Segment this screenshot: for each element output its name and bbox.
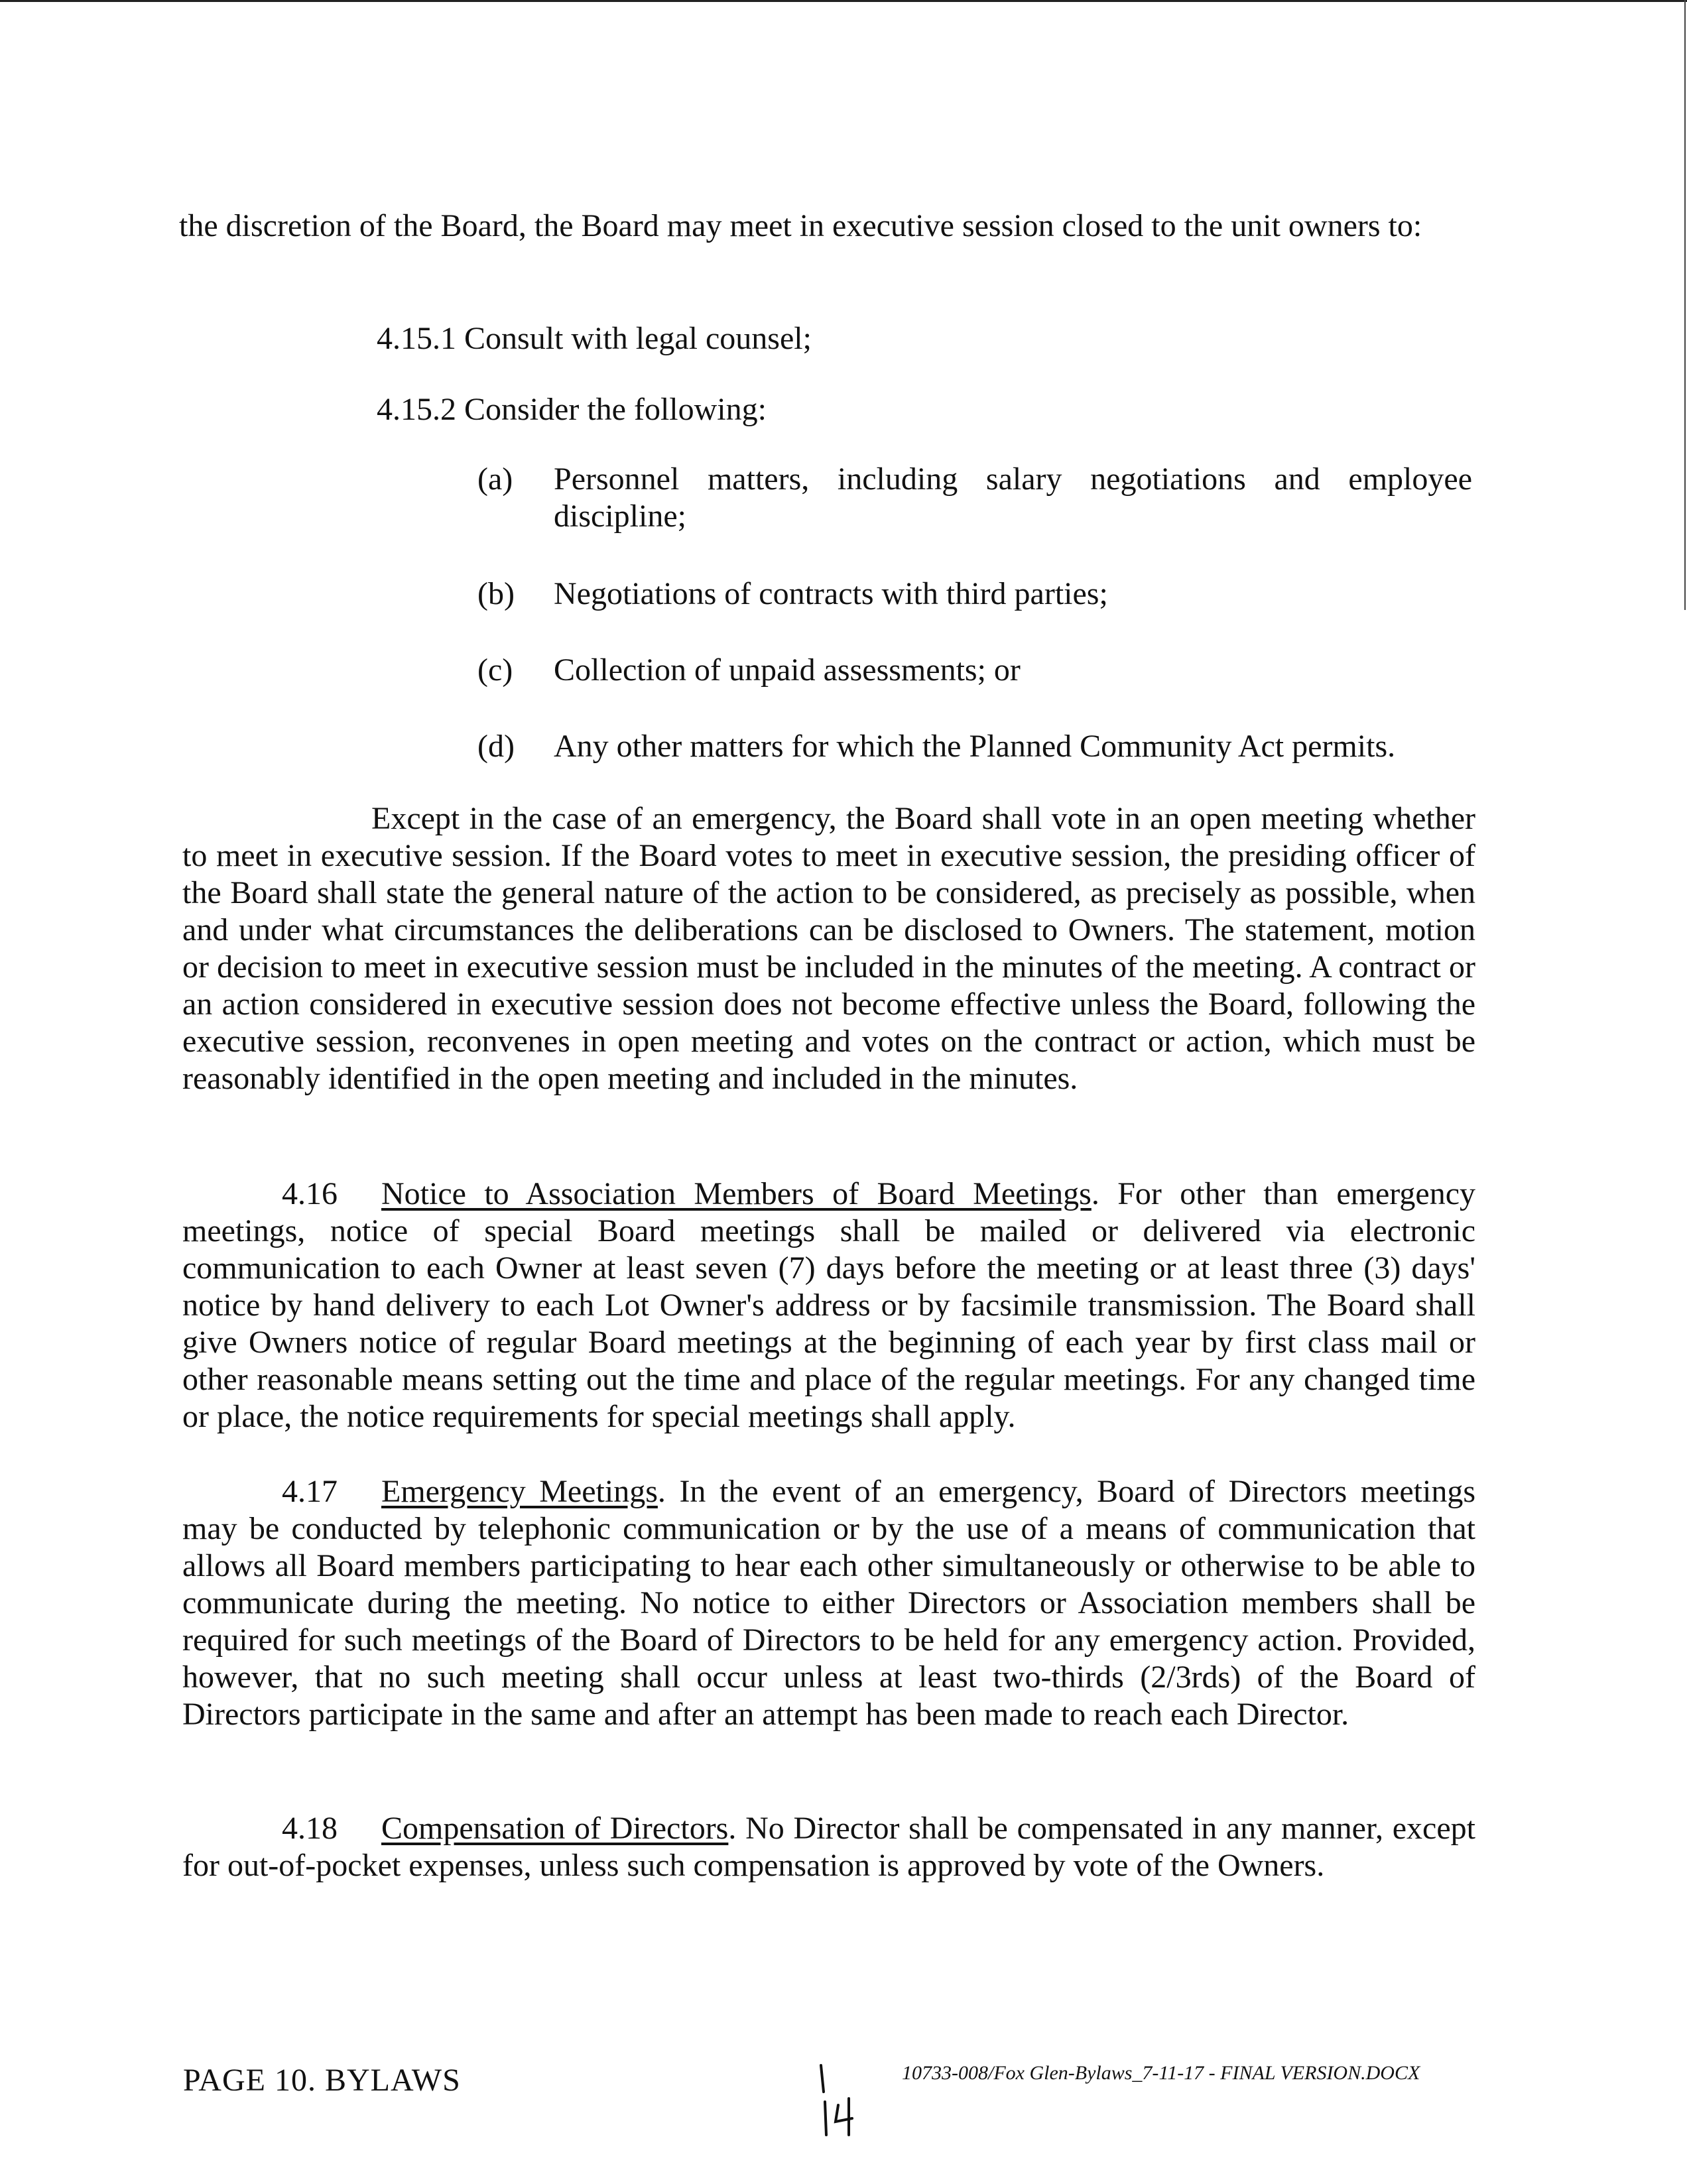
section-4-16 (182, 1176, 1475, 1435)
executive-session-paragraph: Except in the case of an emergency, the Board shall vote in an open meeting whether to meet in executive session. If the Board votes to meet in executive session, the presiding officer of the Board shall state the general nature of the action to be considered, as precisely as possible, when and under what circumstances the deliberations can be disclosed to Owners. The statement, motion or decision to meet in executive session must be included in the minutes of the meeting. A contract or an action considered in executive session does not become effective unless the Board, following the executive session, reconvenes in open meeting and votes on the contract or action, which must be reasonably identified in the open meeting and included in the minutes. (182, 801, 1475, 1096)
footer-page-label: PAGE 10. BYLAWS (183, 2063, 461, 2098)
list-item-a (477, 461, 1472, 540)
list-item-label: (c) (477, 652, 513, 688)
list-item-label: (d) (477, 729, 515, 764)
section-text: Consider the following: (464, 392, 767, 427)
section-number: 4.18 (282, 1811, 338, 1846)
section-4-18 (182, 1810, 1475, 1884)
section-text: . For other than emergency meetings, notice of special Board meetings shall be mailed or delivered via electronic communication to each Owner at least seven (7) days before the meeting or at least three (3) days' notice by hand delivery to each Lot Owner's address or by facsimile transmission. The Board shall give Owners notice of regular Board meetings at the beginning of each year by first class mail or other reasonable means setting out the time and place of the regular meetings. For any changed time or place, the notice requirements for special meetings shall apply. (182, 1176, 1475, 1434)
list-item-text: Collection of unpaid assessments; or (554, 652, 1021, 688)
handwritten-page-number-mark (816, 2052, 862, 2138)
section-title: Notice to Association Members of Board Meetings (381, 1176, 1092, 1211)
section-title: Compensation of Directors (381, 1811, 729, 1846)
section-text: . In the event of an emergency, Board of Directors meetings may be conducted by telephonic communication or by the use of a means of communication that allows all Board members participating to hear each other simultaneously or otherwise to be able to communicate during the meeting. No notice to either Directors or Association members shall be required for such meetings of the Board of Directors to be held for any emergency action. Provided, however, that no such meeting shall occur unless at least two-thirds (2/3rds) of the Board of Directors participate in the same and after an attempt has been made to reach each Director. (182, 1474, 1476, 1732)
scan-right-edge (1684, 0, 1686, 610)
list-item-c (477, 652, 1472, 692)
list-item-label: (a) (477, 461, 513, 497)
footer-document-reference: 10733-008/Fox Glen-Bylaws_7-11-17 - FINAL VERSION.DOCX (902, 2062, 1420, 2084)
list-item-text: Any other matters for which the Planned Community Act permits. (554, 729, 1396, 764)
section-number: 4.16 (282, 1176, 338, 1211)
section-number: 4.15.1 (377, 321, 456, 356)
list-item-label: (b) (477, 576, 515, 611)
list-item-b (477, 576, 1472, 615)
section-4-17 (182, 1473, 1475, 1733)
list-item-text: Personnel matters, including salary negotiations and employee discipline; (554, 461, 1472, 534)
scan-top-edge (0, 0, 1687, 2)
section-title: Emergency Meetings (381, 1474, 658, 1509)
section-text: Consult with legal counsel; (464, 321, 812, 356)
list-item-text: Negotiations of contracts with third parties; (554, 576, 1108, 611)
section-number: 4.17 (282, 1474, 338, 1509)
list-item-d (477, 728, 1472, 768)
section-text: . No Director shall be compensated in any manner, except for out-of-pocket expenses, unless such compensation is approved by vote of the Owners. (182, 1811, 1476, 1883)
section-number: 4.15.2 (377, 392, 456, 427)
section-4-15-2 (377, 391, 1438, 428)
section-4-15-1 (377, 320, 1438, 357)
continuation-paragraph: the discretion of the Board, the Board may meet in executive session closed to the unit owners to: (179, 208, 1422, 243)
